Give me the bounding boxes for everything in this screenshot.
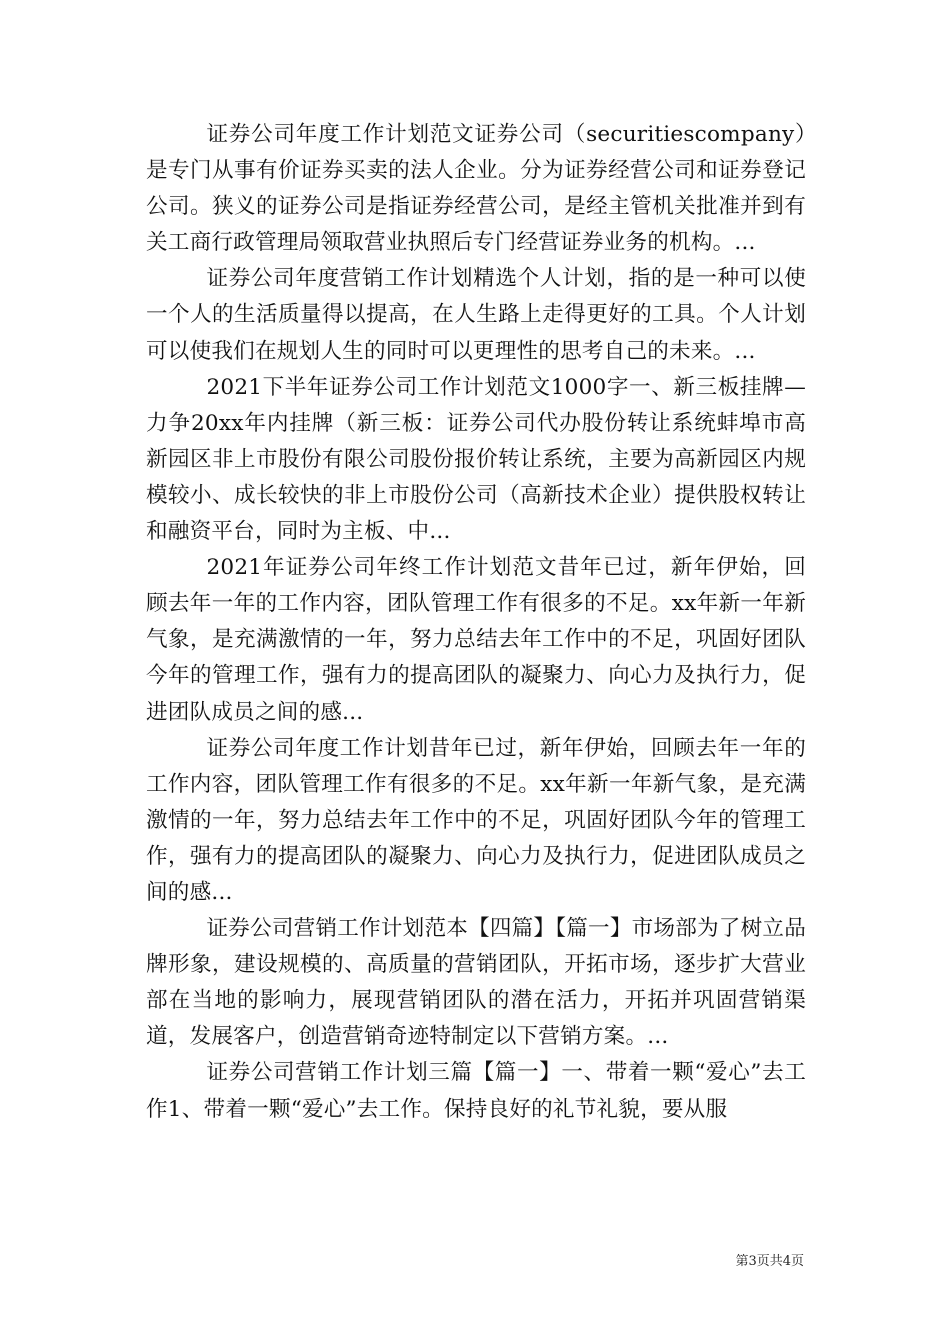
page-number-footer: 第3页共4页 (735, 1254, 804, 1269)
document-body (146, 117, 806, 1128)
paragraph: 2021下半年证券公司工作计划范文1000字一、新三板挂牌—力争20xx年内挂牌（新三板：证券公司代办股份转让系统蚌埠市高新园区非上市股份有限公司股份报价转让系统，主要为高新园区内规模较小、成长较快的非上市股份公司（高新技术企业）提供股权转让和融资平台，同时为主板、中... (146, 374, 806, 545)
paragraph: 2021年证券公司年终工作计划范文昔年已过，新年伊始，回顾去年一年的工作内容，团队管理工作有很多的不足。xx年新一年新气象，是充满激情的一年，努力总结去年工作中的不足，巩固好团队今年的管理工作，强有力的提高团队的凝聚力、向心力及执行力，促进团队成员之间的感... (146, 555, 806, 725)
paragraph: 证券公司年度营销工作计划精选个人计划，指的是一种可以使一个人的生活质量得以提高，在人生路上走得更好的工具。个人计划可以使我们在规划人生的同时可以更理性的思考自己的未来。... (146, 266, 806, 364)
paragraph: 证券公司营销工作计划三篇【篇一】一、带着一颗“爱心”去工作1、带着一颗“爱心”去工作。保持良好的礼节礼貌，要从服 (146, 1060, 806, 1122)
paragraph: 证券公司年度工作计划范文证券公司（securitiescompany）是专门从事有价证券买卖的法人企业。分为证券经营公司和证券登记公司。狭义的证券公司是指证券经营公司，是经主管机关批准并到有关工商行政管理局领取营业执照后专门经营证券业务的机构。... (146, 122, 806, 256)
paragraph: 证券公司营销工作计划范本【四篇】【篇一】市场部为了树立品牌形象，建设规模的、高质量的营销团队，开拓市场，逐步扩大营业部在当地的影响力，展现营销团队的潜在活力，开拓并巩固营销渠道，发展客户，创造营销奇迹特制定以下营销方案。... (146, 916, 806, 1050)
paragraph: 证券公司年度工作计划昔年已过，新年伊始，回顾去年一年的工作内容，团队管理工作有很多的不足。xx年新一年新气象，是充满激情的一年，努力总结去年工作中的不足，巩固好团队今年的管理工作，强有力的提高团队的凝聚力、向心力及执行力，促进团队成员之间的感... (146, 735, 806, 905)
